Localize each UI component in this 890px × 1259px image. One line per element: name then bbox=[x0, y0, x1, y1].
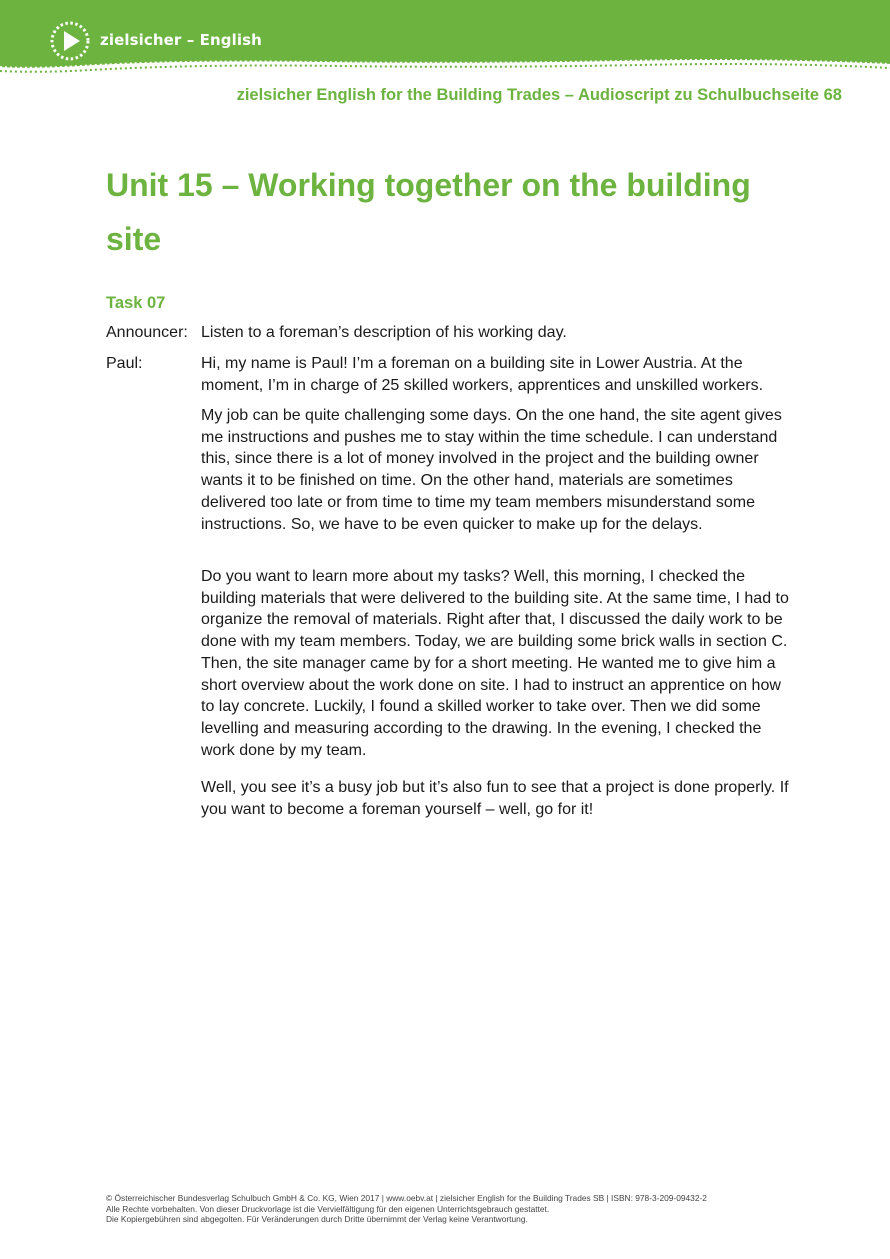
announcer-text: Listen to a foreman’s description of his working day. bbox=[201, 324, 567, 341]
footer-copyright bbox=[106, 1193, 707, 1225]
task-label: Task 07 bbox=[106, 294, 166, 312]
speaker-paul: Paul: bbox=[106, 355, 143, 372]
paul-paragraph-2: My job can be quite challenging some days. On the one hand, the site agent gives me instructions and pushes me to stay within the time schedule. I can understand this, since there is a lot of money involved in the project and the building owner wants it to be finished on time. On the other hand, materials are sometimes delivered too late or from time to time my team members misunderstand some instructions. So, we have to be even quicker to make up for the delays. bbox=[201, 407, 782, 533]
logo-text: zielsicher – English bbox=[100, 31, 262, 49]
footer-line-1: © Österreichischer Bundesverlag Schulbuch GmbH & Co. KG, Wien 2017 | www.oebv.at | zielsicher English for the Building Trades SB | ISBN: 978-3-209-09432-2 bbox=[106, 1193, 707, 1203]
speaker-announcer: Announcer: bbox=[106, 324, 188, 341]
unit-title: Unit 15 – Working together on the building site bbox=[106, 167, 751, 257]
play-logo-icon bbox=[49, 20, 91, 62]
paul-paragraph-4: Well, you see it’s a busy job but it’s also fun to see that a project is done properly. If you want to become a foreman yourself – well, go for it! bbox=[201, 779, 789, 818]
header-banner bbox=[0, 0, 890, 80]
running-header: zielsicher English for the Building Trades – Audioscript zu Schulbuchseite 68 bbox=[236, 86, 842, 104]
footer-line-3: Die Kopiergebühren sind abgegolten. Für Veränderungen durch Dritte übernimmt der Verlag keine Verantwortung. bbox=[106, 1214, 528, 1224]
paul-paragraph-3: Do you want to learn more about my tasks? Well, this morning, I checked the building materials that were delivered to the building site. At the same time, I had to organize the removal of materials. Right after that, I discussed the daily work to be done with my team members. Today, we are building some brick walls in section C. Then, the site manager came by for a short meeting. He wanted me to give him a short overview about the work done on site. I had to instruct an apprentice on how to lay concrete. Luckily, I found a skilled worker to take over. Then we did some levelling and measuring according to the drawing. In the evening, I checked the work done by my team. bbox=[201, 568, 789, 759]
footer-line-2: Alle Rechte vorbehalten. Von dieser Druckvorlage ist die Vervielfältigung für den eigenen Unterrichtsgebrauch gestattet. bbox=[106, 1203, 550, 1214]
paul-paragraph-1: Hi, my name is Paul! I’m a foreman on a building site in Lower Austria. At the moment, I’m in charge of 25 skilled workers, apprentices and unskilled workers. bbox=[201, 355, 764, 394]
